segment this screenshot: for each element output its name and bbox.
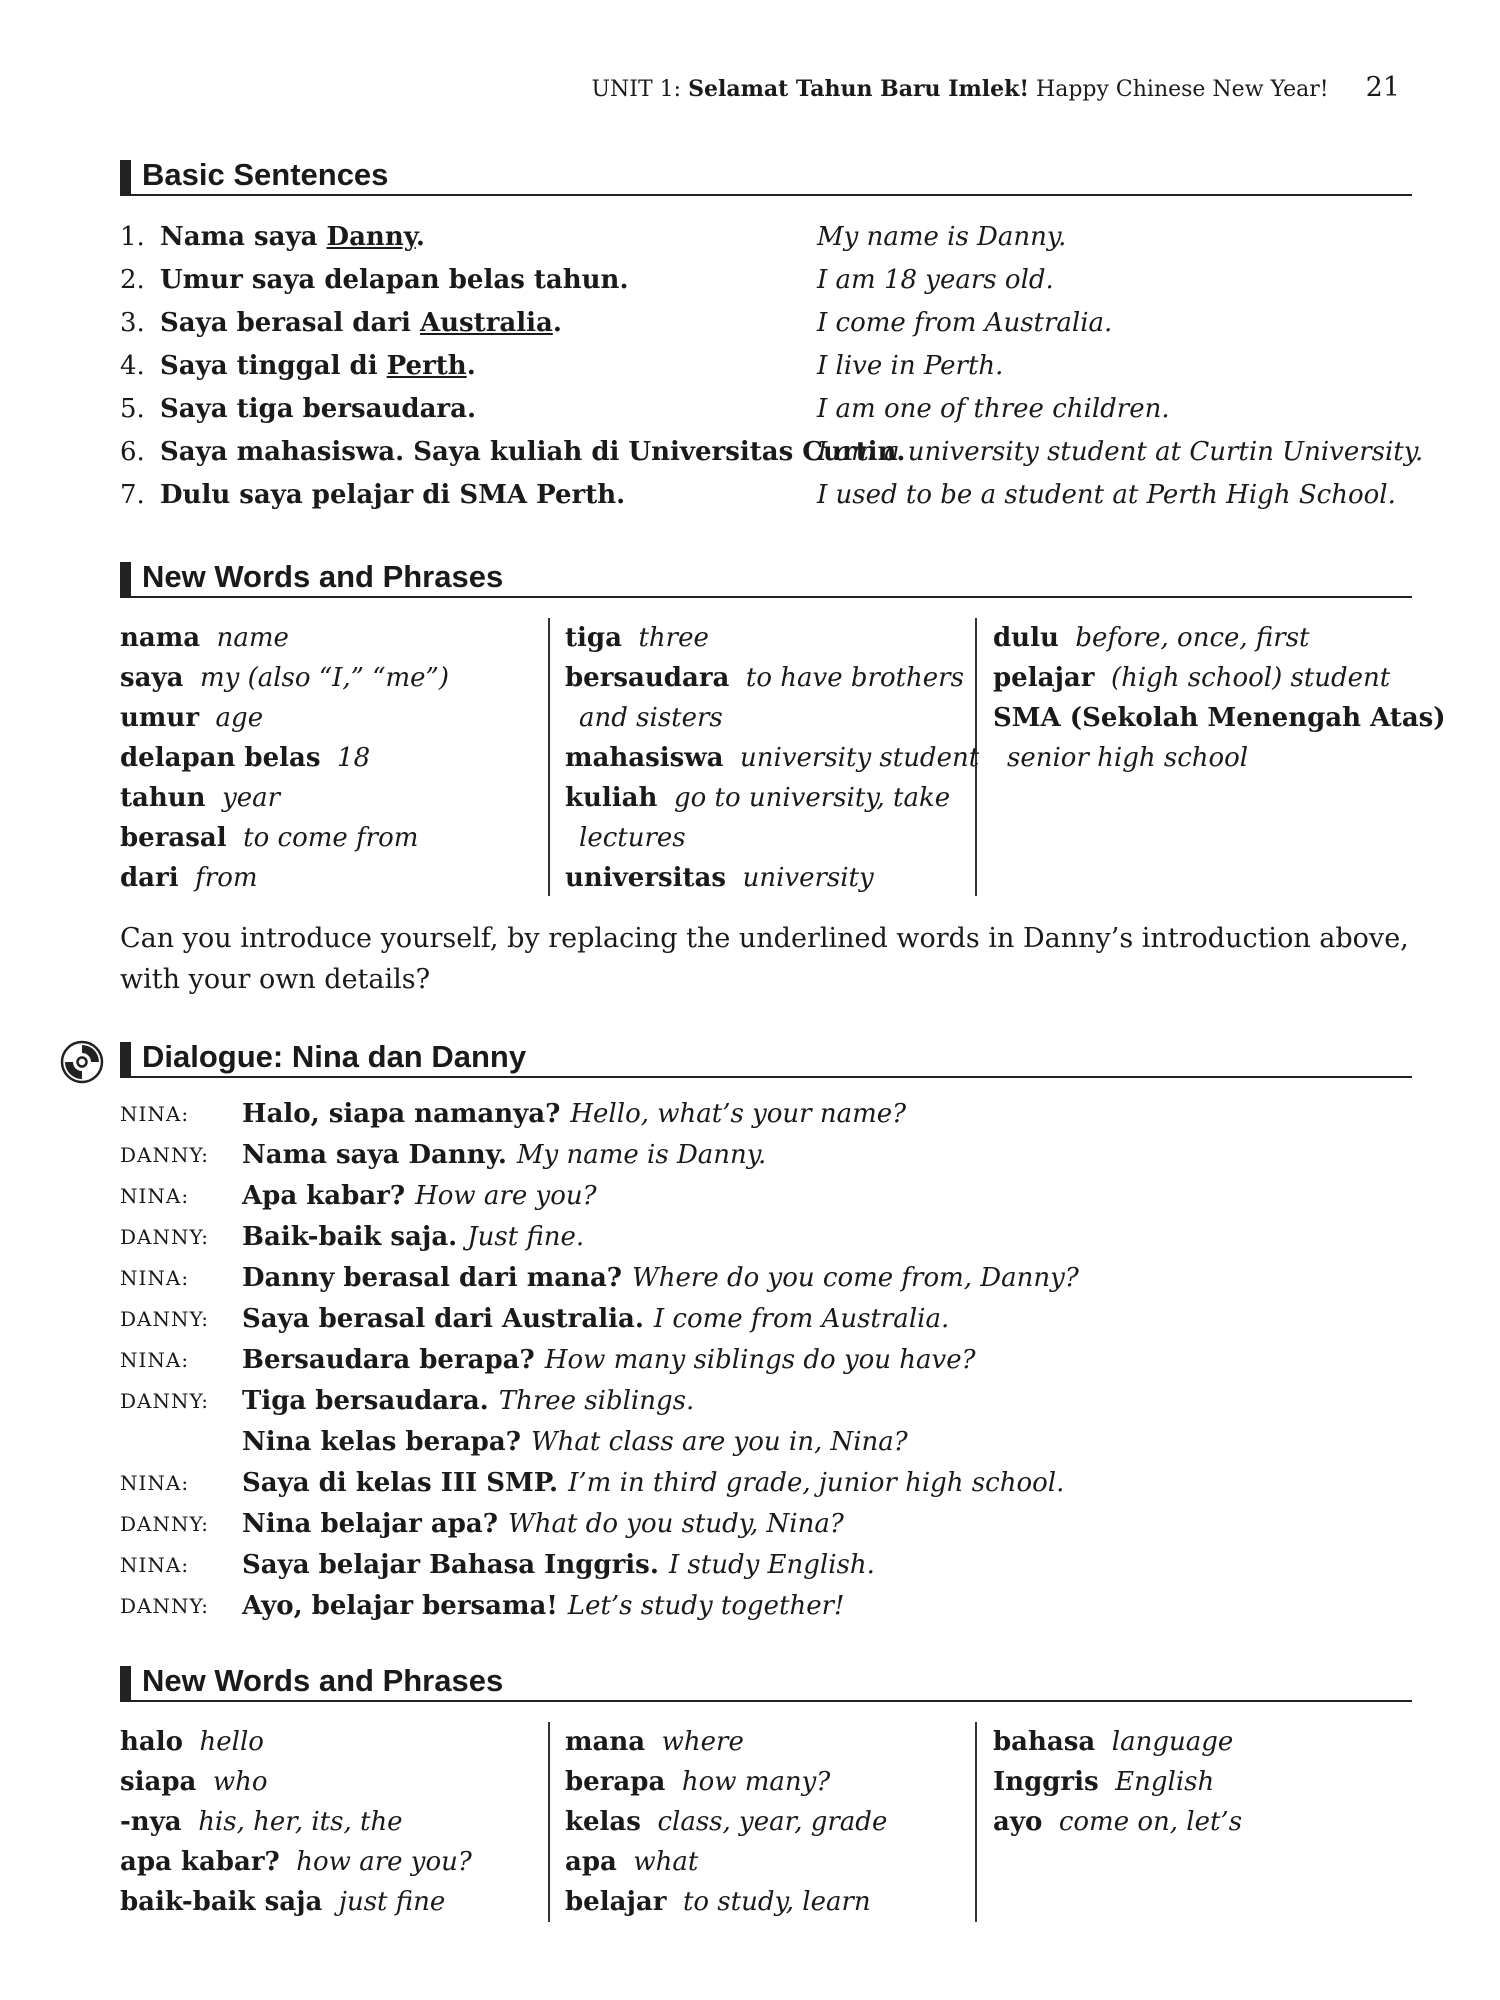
line-indonesian: Baik-baik saja. Just fine.	[242, 1222, 585, 1252]
speaker: DANNY:	[120, 1307, 209, 1331]
word: ayo	[993, 1807, 1043, 1837]
word-entry	[993, 698, 1446, 778]
word: umur	[120, 703, 200, 733]
word-entry	[120, 618, 548, 658]
speaker: DANNY:	[120, 1594, 209, 1618]
meaning: my (also “I,” “me”)	[199, 663, 449, 693]
meaning: three	[638, 623, 709, 653]
meaning: language	[1111, 1727, 1234, 1757]
dialogue-line	[120, 1422, 1420, 1463]
word-entry	[993, 1762, 1420, 1802]
words-column-3	[993, 1722, 1420, 1922]
word-entry	[120, 778, 548, 818]
sentence-english: I used to be a student at Perth High School.	[817, 480, 1396, 510]
line-english: What do you study, Nina?	[508, 1509, 844, 1539]
sentence-english: I am one of three children.	[817, 394, 1170, 424]
sentence-row	[120, 388, 1420, 431]
meaning: 18	[337, 743, 371, 773]
meaning: year	[222, 783, 281, 813]
word: halo	[120, 1727, 183, 1757]
speaker: NINA:	[120, 1348, 190, 1372]
speaker: DANNY:	[120, 1512, 209, 1536]
meaning-continued: and sisters	[579, 703, 723, 733]
sentence-number: 4.	[120, 351, 145, 381]
sentence-indonesian: Saya tiga bersaudara.	[160, 394, 477, 424]
sentence-row	[120, 302, 1420, 345]
meaning: English	[1115, 1767, 1215, 1797]
line-english: How many siblings do you have?	[544, 1345, 976, 1375]
speaker: NINA:	[120, 1266, 190, 1290]
new-words-heading-1	[120, 556, 1412, 598]
sentence-indonesian: Saya mahasiswa. Saya kuliah di Universitas Curtin.	[160, 437, 906, 467]
speaker: DANNY:	[120, 1389, 209, 1413]
heading-bar	[120, 1042, 131, 1076]
word-entry	[565, 1842, 975, 1882]
heading-text: Dialogue: Nina dan Danny	[142, 1039, 527, 1074]
words-column-2	[565, 1722, 977, 1922]
line-english: I come from Australia.	[653, 1304, 950, 1334]
word: bahasa	[993, 1727, 1096, 1757]
word: kuliah	[565, 783, 658, 813]
line-english: Where do you come from, Danny?	[632, 1263, 1079, 1293]
word-entry	[120, 818, 548, 858]
word: saya	[120, 663, 184, 693]
speaker: DANNY:	[120, 1225, 209, 1249]
sentence-english: I am 18 years old.	[817, 265, 1054, 295]
speaker: NINA:	[120, 1471, 190, 1495]
meaning: who	[212, 1767, 268, 1797]
sentence-row	[120, 474, 1420, 517]
dialogue-line	[120, 1176, 1420, 1217]
sentence-row	[120, 431, 1424, 474]
meaning: before, once, first	[1075, 623, 1310, 653]
sentence-english: My name is Danny.	[817, 222, 1067, 252]
prompt-paragraph: Can you introduce yourself, by replacing the underlined words in Danny’s introduction above, with your own details?	[120, 923, 1409, 995]
meaning: university student	[740, 743, 980, 773]
basic-sentences-list	[120, 216, 1424, 517]
word-entry	[993, 1802, 1420, 1842]
word-entry	[993, 618, 1420, 658]
word: mana	[565, 1727, 646, 1757]
word: apa kabar?	[120, 1847, 280, 1877]
word-entry	[120, 658, 548, 698]
word-entry	[565, 1762, 975, 1802]
line-indonesian: Apa kabar? How are you?	[242, 1181, 597, 1211]
word: berasal	[120, 823, 227, 853]
meaning: come on, let’s	[1058, 1807, 1243, 1837]
dialogue-line	[120, 1504, 1420, 1545]
meaning: to have brothers	[745, 663, 964, 693]
sentence-number: 6.	[120, 437, 145, 467]
sentence-indonesian: Nama saya Danny.	[160, 222, 425, 252]
word-entry	[120, 738, 548, 778]
meaning: hello	[199, 1727, 264, 1757]
meaning: just fine	[338, 1887, 446, 1917]
line-english: Hello, what’s your name?	[570, 1099, 907, 1129]
line-english: How are you?	[415, 1181, 597, 1211]
sentence-english: I live in Perth.	[817, 351, 1004, 381]
meaning: university	[742, 863, 874, 893]
unit-title-english: Happy Chinese New Year!	[1036, 77, 1329, 102]
words-column-1	[120, 1722, 550, 1922]
dialogue-heading	[120, 1036, 1412, 1078]
word: -nya	[120, 1807, 182, 1837]
dialogue-line	[120, 1586, 1420, 1627]
word-entry	[565, 778, 975, 858]
dialogue-line	[120, 1135, 1420, 1176]
audio-cd-icon	[60, 1040, 104, 1084]
word: universitas	[565, 863, 727, 893]
word: tahun	[120, 783, 206, 813]
words-column-2	[565, 618, 980, 896]
meaning: his, her, its, the	[198, 1807, 403, 1837]
line-english: My name is Danny.	[516, 1140, 767, 1170]
line-indonesian: Nama saya Danny. My name is Danny.	[242, 1140, 767, 1170]
word-entry	[565, 658, 975, 738]
line-indonesian: Nina belajar apa? What do you study, Nina?	[242, 1509, 844, 1539]
sentence-indonesian: Dulu saya pelajar di SMA Perth.	[160, 480, 626, 510]
word: tiga	[565, 623, 622, 653]
meaning: from	[195, 863, 258, 893]
word: apa	[565, 1847, 617, 1877]
sentence-indonesian: Saya tinggal di Perth.	[160, 351, 476, 381]
meaning: go to university, take	[673, 783, 951, 813]
words-column-1	[120, 618, 550, 896]
meaning: how many?	[681, 1767, 831, 1797]
sentence-row	[120, 345, 1420, 388]
dialogue-line	[120, 1258, 1420, 1299]
line-indonesian: Halo, siapa namanya? Hello, what’s your name?	[242, 1099, 907, 1129]
sentence-number: 3.	[120, 308, 145, 338]
unit-title-indonesian: Selamat Tahun Baru Imlek!	[688, 76, 1030, 102]
meaning: to study, learn	[682, 1887, 871, 1917]
heading-bar	[120, 1666, 131, 1700]
underlined-word: Australia	[419, 308, 553, 338]
word: bersaudara	[565, 663, 730, 693]
underlined-word: Perth	[386, 351, 467, 381]
word: dari	[120, 863, 179, 893]
dialogue-line	[120, 1381, 1420, 1422]
speaker: NINA:	[120, 1184, 190, 1208]
running-head	[592, 72, 1400, 103]
word: nama	[120, 623, 201, 653]
meaning: (high school) student	[1110, 663, 1391, 693]
line-indonesian: Nina kelas berapa? What class are you in, Nina?	[242, 1427, 908, 1457]
sentence-number: 5.	[120, 394, 145, 424]
meaning: what	[633, 1847, 699, 1877]
line-indonesian: Tiga bersaudara. Three siblings.	[242, 1386, 695, 1416]
word-entry	[120, 1762, 548, 1802]
speaker: NINA:	[120, 1102, 190, 1126]
word-entry	[565, 1802, 975, 1842]
unit-label: UNIT 1:	[591, 77, 682, 102]
word-entry	[565, 1882, 975, 1922]
line-indonesian: Bersaudara berapa? How many siblings do you have?	[242, 1345, 976, 1375]
word-entry	[565, 1722, 975, 1762]
dialogue-line	[120, 1545, 1420, 1586]
meaning: how are you?	[296, 1847, 472, 1877]
new-words-heading-2	[120, 1660, 1412, 1702]
line-indonesian: Saya belajar Bahasa Inggris. I study English.	[242, 1550, 875, 1580]
meaning-continued: senior high school	[1007, 743, 1249, 773]
word: berapa	[565, 1767, 666, 1797]
line-english: What class are you in, Nina?	[530, 1427, 908, 1457]
heading-bar	[120, 562, 131, 596]
line-indonesian: Saya di kelas III SMP. I’m in third grade, junior high school.	[242, 1468, 1065, 1498]
line-indonesian: Saya berasal dari Australia. I come from Australia.	[242, 1304, 950, 1334]
word-entry	[120, 858, 548, 898]
sentence-row	[120, 259, 1420, 302]
word-entry	[993, 658, 1420, 698]
word-entry	[565, 618, 975, 658]
heading-text: New Words and Phrases	[142, 1663, 504, 1698]
line-english: Three siblings.	[498, 1386, 695, 1416]
word-entry	[120, 1722, 548, 1762]
meaning: age	[215, 703, 264, 733]
sentence-number: 2.	[120, 265, 145, 295]
line-english: Let’s study together!	[567, 1591, 845, 1621]
speaker: NINA:	[120, 1553, 190, 1577]
heading-bar	[120, 160, 131, 194]
line-indonesian: Ayo, belajar bersama! Let’s study together!	[242, 1591, 845, 1621]
dialogue-lines	[120, 1094, 1420, 1627]
word: dulu	[993, 623, 1059, 653]
dialogue-line	[120, 1217, 1420, 1258]
sentence-number: 7.	[120, 480, 145, 510]
sentence-english: I come from Australia.	[817, 308, 1113, 338]
underlined-word: Danny	[326, 222, 416, 252]
meaning: name	[216, 623, 289, 653]
word-entry	[120, 698, 548, 738]
word: belajar	[565, 1887, 667, 1917]
words-column-3	[993, 618, 1446, 896]
word: SMA (Sekolah Menengah Atas)	[993, 703, 1446, 733]
line-english: Just fine.	[467, 1222, 585, 1252]
word: delapan belas	[120, 743, 321, 773]
word: baik-baik saja	[120, 1887, 323, 1917]
word: Inggris	[993, 1767, 1099, 1797]
sentence-indonesian: Saya berasal dari Australia.	[160, 308, 562, 338]
word-entry	[120, 1802, 548, 1842]
speaker: DANNY:	[120, 1143, 209, 1167]
meaning: where	[661, 1727, 744, 1757]
word-entry	[993, 1722, 1420, 1762]
word: siapa	[120, 1767, 197, 1797]
heading-text: New Words and Phrases	[142, 559, 504, 594]
dialogue-line	[120, 1463, 1420, 1504]
meaning: to come from	[243, 823, 419, 853]
dialogue-line	[120, 1299, 1420, 1340]
word-entry	[565, 738, 980, 778]
meaning: class, year, grade	[657, 1807, 888, 1837]
sentence-english: I am a university student at Curtin University.	[817, 437, 1424, 467]
line-english: I study English.	[668, 1550, 875, 1580]
word-entry	[120, 1842, 548, 1882]
page-number: 21	[1365, 72, 1400, 103]
basic-sentences-heading	[120, 154, 1412, 196]
line-english: I’m in third grade, junior high school.	[568, 1468, 1065, 1498]
dialogue-line	[120, 1340, 1420, 1381]
dialogue-line	[120, 1094, 1420, 1135]
word-entry	[565, 858, 975, 898]
word: mahasiswa	[565, 743, 724, 773]
word-entry	[120, 1882, 548, 1922]
heading-text: Basic Sentences	[142, 157, 389, 192]
sentence-number: 1.	[120, 222, 145, 252]
meaning-continued: lectures	[579, 823, 686, 853]
word: pelajar	[993, 663, 1095, 693]
line-indonesian: Danny berasal dari mana? Where do you come from, Danny?	[242, 1263, 1079, 1293]
sentence-row	[120, 216, 1420, 259]
word: kelas	[565, 1807, 641, 1837]
sentence-indonesian: Umur saya delapan belas tahun.	[160, 265, 629, 295]
